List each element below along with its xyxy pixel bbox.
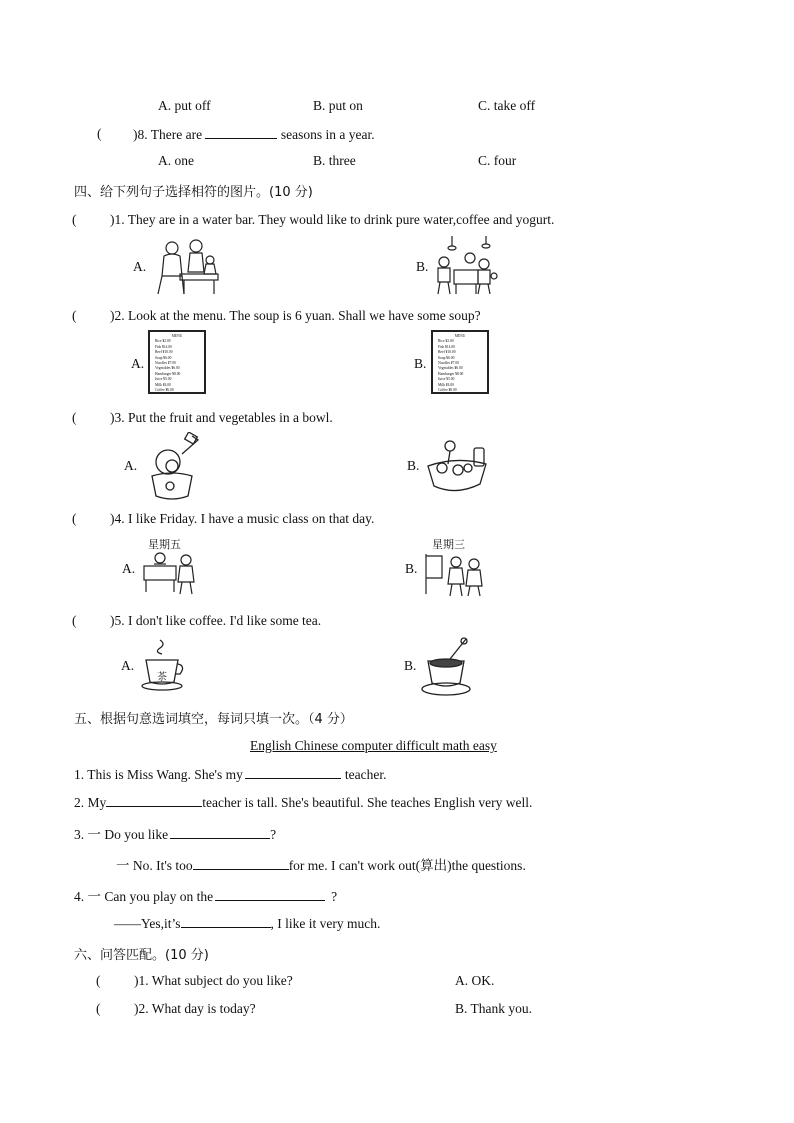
- s6-row1-question: )1. What subject do you like?: [134, 973, 293, 988]
- q7-option-b: B. put on: [313, 98, 363, 113]
- s4-q3-label-b: B.: [407, 458, 420, 473]
- music-class-picture-b: [422, 550, 486, 598]
- s5-q2-pre: 2. My: [74, 795, 107, 810]
- s4-q4-label-b: B.: [405, 561, 418, 576]
- s6-row1-answer: A. OK.: [455, 973, 495, 988]
- q8-stem: )8. There are: [133, 127, 203, 142]
- s4-q5-label-b: B.: [404, 658, 417, 673]
- menu-b-line: Milk ¥4.00: [438, 382, 454, 387]
- s5-q3b-blank[interactable]: [193, 857, 289, 870]
- s4-q2-text: )2. Look at the menu. The soup is 6 yuan. Shall we have some soup?: [110, 308, 481, 323]
- s4-q3-text: )3. Put the fruit and vegetables in a bowl.: [110, 410, 333, 425]
- q8-blank[interactable]: [205, 126, 277, 139]
- s6-row2-paren: (: [96, 1001, 101, 1016]
- menu-a-line: Hamburger ¥8.00: [155, 371, 181, 376]
- s5-q4b-pre: ——Yes,it’s: [114, 916, 181, 931]
- menu-b-line: Rice ¥2.00: [438, 339, 454, 344]
- s4-q5-paren: (: [72, 613, 77, 628]
- s4-q3-label-a: A.: [124, 458, 138, 473]
- q8-option-a: A. one: [158, 153, 194, 168]
- section6-title: 六、问答匹配。(10 分): [74, 948, 209, 963]
- menu-b-line: Noodles ¥7.00: [438, 361, 459, 366]
- s6-row2-answer: B. Thank you.: [455, 1001, 532, 1016]
- q7-option-c: C. take off: [478, 98, 536, 113]
- s5-q4b-blank[interactable]: [181, 915, 271, 928]
- s4-q2-paren: (: [72, 308, 77, 323]
- s4-q1-text: )1. They are in a water bar. They would like to drink pure water,coffee and yogurt.: [110, 212, 555, 227]
- s5-q4-post: ?: [331, 889, 338, 904]
- s5-q3-blank[interactable]: [170, 826, 270, 839]
- s5-q2-post: teacher is tall. She's beautiful. She teaches English very well.: [202, 795, 533, 810]
- s6-row1-paren: (: [96, 973, 101, 988]
- q7-option-a: A. put off: [158, 98, 211, 113]
- fruit-bowl-picture-b: [424, 438, 490, 498]
- s4-q1-paren: (: [72, 212, 77, 227]
- section4-title: 四、给下列句子选择相符的图片。(10 分): [74, 185, 313, 200]
- s5-q3: [74, 823, 276, 843]
- coffee-cup-picture-b: [420, 635, 474, 697]
- s6-row2-question: )2. What day is today?: [134, 1001, 256, 1016]
- menu-a-line: Milk ¥4.00: [155, 382, 171, 387]
- menu-a-line: Soup ¥6.00: [155, 355, 172, 360]
- menu-a-line: Juice ¥5.00: [155, 377, 172, 382]
- tea-cup-label: 茶: [157, 672, 167, 683]
- s4-q2-label-a: A.: [131, 356, 145, 371]
- s4-q4-text: )4. I like Friday. I have a music class on that day.: [110, 511, 375, 526]
- music-class-picture-a: [140, 550, 200, 596]
- s4-q5-label-a: A.: [121, 658, 135, 673]
- s4-q2-label-b: B.: [414, 356, 427, 371]
- q8-option-b: B. three: [313, 153, 356, 168]
- s4-q4-label-a: A.: [122, 561, 136, 576]
- q8-question: [133, 126, 375, 143]
- s5-q3-pre: 3. 一 Do you like: [74, 827, 169, 842]
- menu-b-line: Fish ¥14.00: [438, 344, 455, 349]
- menu-b-line: Vegetables ¥6.00: [438, 366, 463, 371]
- section5-title: 五、根据句意选词填空，每词只填一次。（4 分）: [74, 712, 353, 727]
- s5-q4-pre: 4. 一 Can you play on the: [74, 889, 214, 904]
- menu-a-line: Fish ¥14.00: [155, 344, 172, 349]
- fruit-bowl-picture-a: [142, 432, 202, 502]
- water-bar-picture-b: [432, 236, 502, 298]
- menu-a-line: Rice ¥2.00: [155, 339, 171, 344]
- s4-q4-b-caption: 星期三: [432, 538, 465, 551]
- menu-a-line: Vegetables ¥6.00: [155, 366, 180, 371]
- s5-q4-blank[interactable]: [215, 888, 325, 901]
- s5-q1-post: teacher.: [344, 767, 387, 782]
- menu-a-title: MENU: [171, 334, 183, 338]
- s5-q1-pre: 1. This is Miss Wang. She's my: [74, 767, 243, 782]
- s5-q1-blank[interactable]: [245, 766, 341, 779]
- menu-picture-b: [431, 330, 489, 394]
- s5-q3-post: ?: [270, 827, 277, 842]
- menu-picture-a: [148, 330, 206, 394]
- q8-stem-end: seasons in a year.: [280, 127, 375, 142]
- s5-q4b: [114, 915, 380, 932]
- s5-q1: [74, 766, 386, 783]
- menu-b-title: MENU: [454, 334, 466, 338]
- s4-q5-text: )5. I don't like coffee. I'd like some tea.: [110, 613, 322, 628]
- water-bar-picture-a: [150, 236, 222, 298]
- q8-paren: (: [97, 126, 102, 141]
- menu-b-line: Coffee ¥6.00: [438, 388, 457, 393]
- s5-q2-blank[interactable]: [106, 794, 202, 807]
- s5-q3b: [116, 854, 526, 874]
- menu-b-line: Juice ¥5.00: [438, 377, 455, 382]
- s5-q4b-post: , I like it very much.: [270, 916, 381, 931]
- s5-q4: [74, 885, 337, 905]
- tea-cup-picture-a: [140, 638, 190, 692]
- s4-q4-a-caption: 星期五: [148, 538, 181, 551]
- menu-a-line: Coffee ¥6.00: [155, 388, 174, 393]
- menu-a-line: Beef ¥10.00: [155, 350, 173, 355]
- s4-q1-label-b: B.: [416, 259, 429, 274]
- s4-q3-paren: (: [72, 410, 77, 425]
- word-bank: English Chinese computer difficult math easy: [250, 738, 497, 753]
- s4-q1-label-a: A.: [133, 259, 147, 274]
- s5-q3b-pre: 一 No. It's too: [116, 858, 193, 873]
- menu-a-line: Noodles ¥7.00: [155, 361, 176, 366]
- menu-b-line: Soup ¥6.00: [438, 355, 455, 360]
- menu-b-line: Beef ¥10.00: [438, 350, 456, 355]
- s4-q4-paren: (: [72, 511, 77, 526]
- menu-b-line: Hamburger ¥8.00: [438, 371, 464, 376]
- q8-option-c: C. four: [478, 153, 517, 168]
- s5-q2: [74, 794, 532, 811]
- s5-q3b-post: for me. I can't work out(算出)the questions.: [288, 858, 526, 873]
